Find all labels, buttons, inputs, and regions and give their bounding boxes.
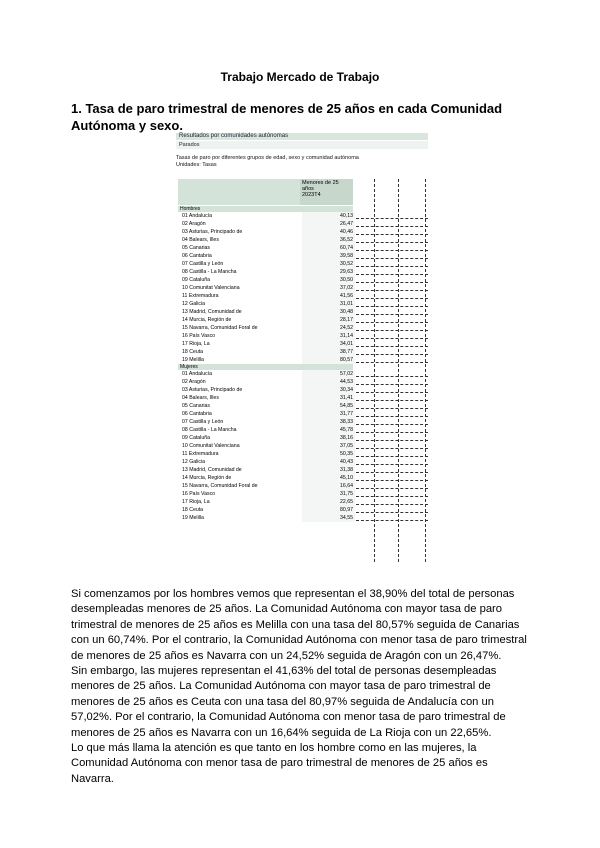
dashed-gridline <box>356 314 428 315</box>
table-row <box>178 284 428 292</box>
row-value: 44,53 <box>302 378 355 387</box>
row-value: 31,41 <box>302 394 355 403</box>
row-label: 11 Extremadura <box>182 451 219 457</box>
table-row <box>178 386 428 394</box>
table-row <box>178 300 428 308</box>
dashed-gridline <box>356 298 428 299</box>
row-label: 05 Canarias <box>182 245 210 251</box>
table-row <box>178 402 428 410</box>
table-row <box>178 418 428 426</box>
row-label: 02 Aragón <box>182 221 206 227</box>
table-row <box>178 324 428 332</box>
table-row <box>178 474 428 482</box>
row-value: 40,43 <box>302 458 355 467</box>
row-value: 38,77 <box>302 348 355 357</box>
row-value: 30,34 <box>302 386 355 395</box>
row-value: 30,48 <box>302 308 355 317</box>
row-value: 31,75 <box>302 490 355 499</box>
table-row <box>178 442 428 450</box>
table-row <box>178 394 428 402</box>
paragraph-men: Si comenzamos por los hombres vemos que representan el 38,90% del total de personas desempleadas menores de 25 años. La Comunidad Autónoma con mayor tasa de paro trimestral de menores de 25 años es Melilla con una tasa del 80,57% seguida de Canarias con un 60,74%. Por el contrario, la Comunidad Autónoma con menor tasa de paro trimestral de menores de 25 años es Navarra con un 24,52% seguida de Aragón con un 26,47%. <box>71 588 527 662</box>
dashed-gridline <box>356 400 428 401</box>
table-row <box>178 236 428 244</box>
dashed-gridline <box>356 274 428 275</box>
row-value: 34,55 <box>302 514 355 523</box>
row-value: 31,01 <box>302 300 355 309</box>
column-header-period: 2023T4 <box>302 192 321 198</box>
data-table-screenshot <box>176 133 428 570</box>
row-value: 29,63 <box>302 268 355 277</box>
row-label: 14 Murcia, Región de <box>182 475 232 481</box>
row-value: 40,13 <box>302 212 355 221</box>
row-label: 13 Madrid, Comunidad de <box>182 309 242 315</box>
row-value: 80,57 <box>302 356 355 365</box>
row-value: 37,02 <box>302 284 355 293</box>
table-row <box>178 316 428 324</box>
row-label: 18 Ceuta <box>182 507 204 513</box>
dashed-gridline <box>356 448 428 449</box>
dashed-gridline <box>356 456 428 457</box>
dashed-gridline <box>356 496 428 497</box>
row-value: 54,85 <box>302 402 355 411</box>
row-label: 06 Cantabria <box>182 411 212 417</box>
row-value: 26,47 <box>302 220 355 229</box>
row-value: 40,46 <box>302 228 355 237</box>
dashed-gridline <box>356 440 428 441</box>
table-row <box>178 450 428 458</box>
table-row <box>178 268 428 276</box>
row-label: 01 Andalucía <box>182 213 212 219</box>
dashed-gridline <box>356 480 428 481</box>
row-value: 45,78 <box>302 426 355 435</box>
row-label: 03 Asturias, Principado de <box>182 229 243 235</box>
row-value: 24,52 <box>302 324 355 333</box>
table-row <box>178 458 428 466</box>
row-label: 10 Comunitat Valenciana <box>182 443 240 449</box>
dashed-gridline <box>356 424 428 425</box>
table-row <box>178 506 428 514</box>
dashed-gridline <box>356 338 428 339</box>
row-label: 08 Castilla - La Mancha <box>182 269 237 275</box>
dashed-gridline <box>356 416 428 417</box>
row-label: 06 Cantabria <box>182 253 212 259</box>
row-value: 30,50 <box>302 276 355 285</box>
row-value: 57,02 <box>302 370 355 379</box>
table-row <box>178 340 428 348</box>
table-row <box>178 252 428 260</box>
dashed-gridline <box>356 290 428 291</box>
body-text <box>71 587 531 787</box>
row-label: 09 Cataluña <box>182 435 210 441</box>
row-label: 09 Cataluña <box>182 277 210 283</box>
row-value: 50,35 <box>302 450 355 459</box>
table-row <box>178 434 428 442</box>
dashed-gridline <box>356 258 428 259</box>
table-row <box>178 276 428 284</box>
dashed-gridline <box>356 242 428 243</box>
row-value: 39,58 <box>302 252 355 261</box>
row-label: 16 País Vasco <box>182 491 216 497</box>
table-row <box>178 466 428 474</box>
dashed-gridline <box>356 362 428 363</box>
table-row <box>178 348 428 356</box>
dashed-gridline <box>356 392 428 393</box>
table-header-subtitle: Parados <box>176 141 428 149</box>
row-label: 03 Asturias, Principado de <box>182 387 243 393</box>
table-column-header-blank <box>178 179 300 205</box>
dashed-gridline <box>356 282 428 283</box>
table-row <box>178 220 428 228</box>
table-row <box>178 410 428 418</box>
row-value: 30,52 <box>302 260 355 269</box>
table-row <box>178 228 428 236</box>
dashed-gridline <box>356 266 428 267</box>
row-value: 37,05 <box>302 442 355 451</box>
row-value: 80,97 <box>302 506 355 515</box>
table-row <box>178 356 428 364</box>
document-title: Trabajo Mercado de Trabajo <box>220 70 380 84</box>
row-label: 17 Rioja, La <box>182 341 210 347</box>
row-label: 07 Castilla y León <box>182 419 224 425</box>
dashed-gridline <box>356 520 428 521</box>
row-label: 05 Canarias <box>182 403 210 409</box>
row-value: 38,33 <box>302 418 355 427</box>
table-row <box>178 426 428 434</box>
table-header-title: Resultados por comunidades autónomas <box>176 133 428 140</box>
row-value: 38,16 <box>302 434 355 443</box>
table-row <box>178 482 428 490</box>
row-label: 17 Rioja, La <box>182 499 210 505</box>
row-value: 31,77 <box>302 410 355 419</box>
row-label: 15 Navarra, Comunidad Foral de <box>182 325 258 331</box>
row-label: 13 Madrid, Comunidad de <box>182 467 242 473</box>
table-row <box>178 370 428 378</box>
table-column-header <box>300 179 353 205</box>
row-label: 02 Aragón <box>182 379 206 385</box>
row-label: 18 Ceuta <box>182 349 204 355</box>
table-group-header: Mujeres <box>178 364 353 370</box>
row-value: 60,74 <box>302 244 355 253</box>
table-row <box>178 498 428 506</box>
row-label: 04 Balears, Illes <box>182 237 219 243</box>
row-value: 16,64 <box>302 482 355 491</box>
table-caption: Tasas de paro por diferentes grupos de edad, sexo y comunidad autónoma <box>176 155 359 161</box>
table-row <box>178 378 428 386</box>
table-row <box>178 514 428 522</box>
row-label: 01 Andalucía <box>182 371 212 377</box>
dashed-gridline <box>356 330 428 331</box>
row-label: 12 Galicia <box>182 459 206 465</box>
table-row <box>178 332 428 340</box>
section-heading: 1. Tasa de paro trimestral de menores de 25 años en cada Comunidad Autónoma y sexo. <box>71 101 503 133</box>
dashed-gridline <box>356 408 428 409</box>
row-value: 41,56 <box>302 292 355 301</box>
table-row <box>178 490 428 498</box>
row-label: 14 Murcia, Región de <box>182 317 232 323</box>
table-group-header: Hombres <box>178 206 353 212</box>
table-row <box>178 260 428 268</box>
table-row <box>178 244 428 252</box>
row-value: 45,10 <box>302 474 355 483</box>
row-label: 19 Melilla <box>182 515 204 521</box>
row-value: 31,38 <box>302 466 355 475</box>
table-row <box>178 308 428 316</box>
dashed-gridline <box>356 250 428 251</box>
dashed-gridline <box>356 384 428 385</box>
dashed-gridline <box>356 322 428 323</box>
paragraph-women: Sin embargo, las mujeres representan el 41,63% del total de personas desempleadas menores de 25 años. La Comunidad Autónoma con mayor tasa de paro trimestral de menores de 25 años es Ceuta con una tasa del 80,97% seguida de Andalucía con un 57,02%. Por el contrario, la Comunidad Autónoma con menor tasa de paro trimestral de menores de 25 años es Navarra con un 16,64% seguida de La Rioja con un 22,65%. <box>71 665 506 739</box>
row-label: 16 País Vasco <box>182 333 216 339</box>
table-units: Unidades: Tasas <box>176 162 217 168</box>
dashed-gridline <box>356 512 428 513</box>
dashed-gridline <box>356 306 428 307</box>
dashed-gridline <box>356 354 428 355</box>
row-value: 22,65 <box>302 498 355 507</box>
dashed-gridline <box>356 346 428 347</box>
dashed-gridline <box>356 234 428 235</box>
dashed-gridline <box>356 226 428 227</box>
row-label: 11 Extremadura <box>182 293 219 299</box>
table-row <box>178 212 428 220</box>
row-label: 19 Melilla <box>182 357 204 363</box>
dashed-gridline <box>356 488 428 489</box>
row-label: 08 Castilla - La Mancha <box>182 427 237 433</box>
row-label: 12 Galicia <box>182 301 206 307</box>
row-value: 31,14 <box>302 332 355 341</box>
dashed-gridline <box>356 472 428 473</box>
table-row <box>178 292 428 300</box>
row-value: 28,17 <box>302 316 355 325</box>
row-label: 15 Navarra, Comunidad Foral de <box>182 483 258 489</box>
paragraph-conclusion: Lo que más llama la atención es que tanto en los hombre como en las mujeres, la Comunidad Autónoma con menor tasa de paro trimestral de menores de 25 años es Navarra. <box>71 742 488 785</box>
row-label: 10 Comunitat Valenciana <box>182 285 240 291</box>
dashed-gridline <box>356 218 428 219</box>
dashed-gridline <box>356 464 428 465</box>
row-value: 34,01 <box>302 340 355 349</box>
dashed-gridline <box>356 504 428 505</box>
row-label: 07 Castilla y León <box>182 261 224 267</box>
column-header-label: Menores de 25 años <box>302 180 339 192</box>
row-label: 04 Balears, Illes <box>182 395 219 401</box>
dashed-gridline <box>356 376 428 377</box>
dashed-gridline <box>356 432 428 433</box>
row-value: 36,52 <box>302 236 355 245</box>
